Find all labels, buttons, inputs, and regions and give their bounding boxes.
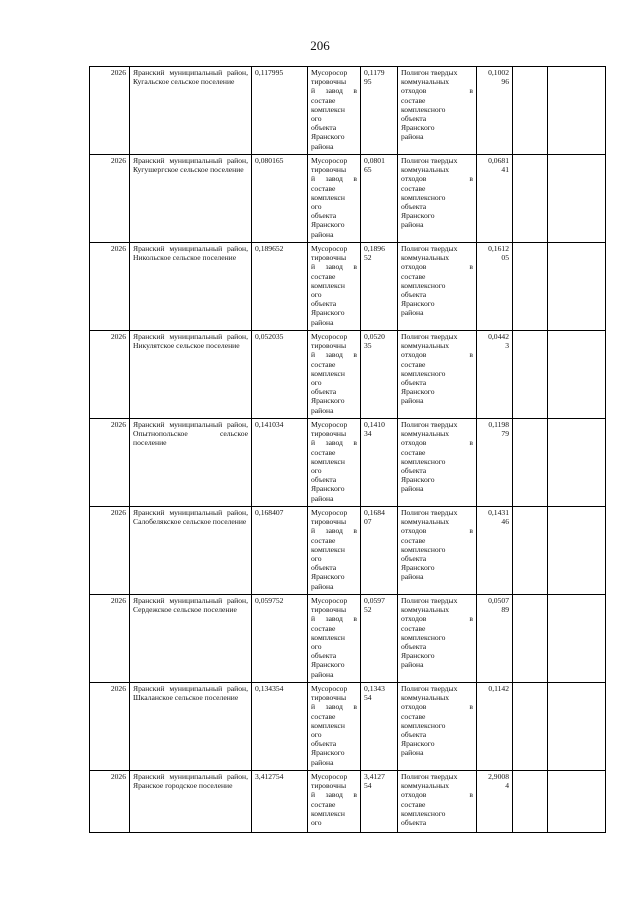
value1-cell: 0,141034 xyxy=(252,419,308,507)
cell-line: комплексного xyxy=(401,544,446,554)
destination-cell xyxy=(398,771,477,833)
empty-cell xyxy=(548,67,606,155)
value3-cell xyxy=(477,771,513,833)
cell-line: объекта xyxy=(401,466,427,476)
empty-cell xyxy=(548,683,606,771)
cell-line: Яранского xyxy=(311,660,345,670)
cell-line: Полигон твердых xyxy=(401,332,458,341)
cell-line: комплексного xyxy=(401,632,446,642)
year-cell: 2026 xyxy=(90,155,130,243)
municipality-cell: Яранский муниципальный район, Кугушергское сельское поселение xyxy=(130,155,252,243)
cell-line: 0,1002 xyxy=(488,68,509,77)
cell-line: й завод в xyxy=(311,350,357,360)
cell-line: отходов в xyxy=(401,702,473,712)
municipality-cell: Яранский муниципальный район, Яранское городское поселение xyxy=(130,771,252,833)
cell-line: отходов в xyxy=(401,526,473,536)
cell-line: района xyxy=(311,757,334,767)
cell-line: Яранского xyxy=(401,563,435,573)
cell-line: тировочны xyxy=(311,781,347,791)
cell-line: Полигон твердых xyxy=(401,244,458,253)
year-cell: 2026 xyxy=(90,771,130,833)
value3-cell xyxy=(477,595,513,683)
cell-line: Мусоросор xyxy=(311,420,348,429)
cell-line: объекта xyxy=(401,114,427,124)
value3-cell xyxy=(477,683,513,771)
cell-line: района xyxy=(401,132,424,142)
cell-line: объекта xyxy=(311,651,337,661)
cell-line: составе xyxy=(401,711,426,721)
cell-line: Мусоросор xyxy=(311,596,348,605)
cell-line: района xyxy=(401,748,424,758)
cell-line: объекта xyxy=(401,378,427,388)
empty-cell xyxy=(548,507,606,595)
value2-cell xyxy=(361,683,398,771)
cell-line: комплексного xyxy=(401,808,446,818)
cell-line: составе xyxy=(401,271,426,281)
empty-cell xyxy=(513,67,548,155)
facility-cell xyxy=(308,507,361,595)
cell-line: коммунальных xyxy=(401,165,450,175)
cell-line: 3,4127 xyxy=(364,772,385,781)
cell-line: отходов в xyxy=(401,790,473,800)
empty-cell xyxy=(513,419,548,507)
empty-cell xyxy=(513,331,548,419)
cell-line: Полигон твердых xyxy=(401,772,458,781)
cell-line: й завод в xyxy=(311,174,357,184)
page-number: 206 xyxy=(310,38,330,53)
cell-line: комплексн xyxy=(311,808,345,818)
cell-line: 0,1343 xyxy=(364,684,385,693)
cell-line: Полигон твердых xyxy=(401,68,458,77)
cell-line: составе xyxy=(311,359,336,369)
cell-line: объекта xyxy=(311,211,337,221)
cell-line: Яранского xyxy=(401,299,435,309)
cell-line: ого xyxy=(311,202,322,212)
cell-line: Яранского xyxy=(401,739,435,749)
cell-line: коммунальных xyxy=(401,77,450,87)
cell-line: района xyxy=(401,572,424,582)
cell-line: объекта xyxy=(401,202,427,212)
cell-line: составе xyxy=(401,359,426,369)
cell-line: объекта xyxy=(311,475,337,485)
cell-line: коммунальных xyxy=(401,781,450,791)
cell-line: ого xyxy=(311,290,322,300)
cell-line: 96 xyxy=(501,77,509,87)
table-row xyxy=(90,331,606,419)
cell-line: 46 xyxy=(501,517,509,527)
cell-line: 4 xyxy=(505,781,509,791)
cell-line: района xyxy=(401,396,424,406)
cell-line: составе xyxy=(311,271,336,281)
cell-line: объекта xyxy=(311,563,337,573)
year-cell: 2026 xyxy=(90,507,130,595)
cell-line: района xyxy=(401,220,424,230)
cell-line: ого xyxy=(311,554,322,564)
cell-line: тировочны xyxy=(311,605,347,615)
cell-line: Яранского xyxy=(311,484,345,494)
cell-line: комплексного xyxy=(401,280,446,290)
cell-line: 0,1142 xyxy=(488,684,509,693)
empty-cell xyxy=(548,419,606,507)
cell-line: 79 xyxy=(501,429,509,439)
year-cell: 2026 xyxy=(90,595,130,683)
value3-cell xyxy=(477,419,513,507)
cell-line: составе xyxy=(311,799,336,809)
cell-line: 0,1410 xyxy=(364,420,385,429)
cell-line: комплексн xyxy=(311,632,345,642)
destination-cell xyxy=(398,155,477,243)
cell-line: отходов в xyxy=(401,86,473,96)
cell-line: отходов в xyxy=(401,262,473,272)
municipality-cell: Яранский муниципальный район, Опытнопольское сельское поселение xyxy=(130,419,252,507)
cell-line: Яранского xyxy=(401,211,435,221)
cell-line: района xyxy=(311,405,334,415)
empty-cell xyxy=(548,155,606,243)
cell-line: тировочны xyxy=(311,341,347,351)
cell-line: Полигон твердых xyxy=(401,420,458,429)
cell-line: комплексн xyxy=(311,192,345,202)
cell-line: коммунальных xyxy=(401,605,450,615)
cell-line: района xyxy=(401,660,424,670)
cell-line: комплексного xyxy=(401,720,446,730)
cell-line: составе xyxy=(311,95,336,105)
cell-line: 0,0442 xyxy=(488,332,509,341)
cell-line: 65 xyxy=(364,165,372,175)
destination-cell xyxy=(398,595,477,683)
cell-line: комплексн xyxy=(311,720,345,730)
cell-line: отходов в xyxy=(401,350,473,360)
cell-line: Яранского xyxy=(401,387,435,397)
year-cell: 2026 xyxy=(90,331,130,419)
cell-line: 07 xyxy=(364,517,372,527)
cell-line: й завод в xyxy=(311,702,357,712)
cell-line: й завод в xyxy=(311,614,357,624)
cell-line: 3 xyxy=(505,341,509,351)
cell-line: Мусоросор xyxy=(311,508,348,517)
cell-line: тировочны xyxy=(311,517,347,527)
cell-line: района xyxy=(311,141,334,151)
cell-line: комплексного xyxy=(401,456,446,466)
cell-line: комплексн xyxy=(311,104,345,114)
empty-cell xyxy=(513,771,548,833)
table-row xyxy=(90,771,606,833)
cell-line: 0,1179 xyxy=(364,68,385,77)
municipality-cell: Яранский муниципальный район, Кугальское сельское поселение xyxy=(130,67,252,155)
waste-flow-table xyxy=(89,66,606,833)
cell-line: Яранского xyxy=(311,220,345,230)
table-body xyxy=(90,67,606,833)
cell-line: 41 xyxy=(501,165,509,175)
empty-cell xyxy=(513,683,548,771)
facility-cell xyxy=(308,771,361,833)
cell-line: района xyxy=(311,581,334,591)
value2-cell xyxy=(361,595,398,683)
empty-cell xyxy=(513,155,548,243)
cell-line: комплексн xyxy=(311,368,345,378)
cell-line: 95 xyxy=(364,77,372,87)
value3-cell xyxy=(477,507,513,595)
value1-cell: 0,134354 xyxy=(252,683,308,771)
empty-cell xyxy=(513,595,548,683)
cell-line: составе xyxy=(311,711,336,721)
value1-cell: 0,059752 xyxy=(252,595,308,683)
facility-cell xyxy=(308,595,361,683)
cell-line: объекта xyxy=(311,299,337,309)
cell-line: отходов в xyxy=(401,174,473,184)
cell-line: объекта xyxy=(401,290,427,300)
cell-line: Яранского xyxy=(311,308,345,318)
facility-cell xyxy=(308,331,361,419)
cell-line: объекта xyxy=(311,123,337,133)
year-cell: 2026 xyxy=(90,67,130,155)
table-row xyxy=(90,419,606,507)
value3-cell xyxy=(477,331,513,419)
cell-line: комплексн xyxy=(311,456,345,466)
cell-line: Мусоросор xyxy=(311,68,348,77)
empty-cell xyxy=(513,243,548,331)
table-row xyxy=(90,67,606,155)
cell-line: Яранского xyxy=(311,748,345,758)
cell-line: составе xyxy=(401,95,426,105)
municipality-cell: Яранский муниципальный район, Шкаланское сельское поселение xyxy=(130,683,252,771)
value3-cell xyxy=(477,155,513,243)
destination-cell xyxy=(398,419,477,507)
cell-line: 0,0520 xyxy=(364,332,385,341)
cell-line: составе xyxy=(401,535,426,545)
cell-line: 05 xyxy=(501,253,509,263)
municipality-cell: Яранский муниципальный район, Сердежское сельское поселение xyxy=(130,595,252,683)
empty-cell xyxy=(513,507,548,595)
cell-line: Мусоросор xyxy=(311,332,348,341)
value2-cell xyxy=(361,155,398,243)
cell-line: й завод в xyxy=(311,438,357,448)
cell-line: ого xyxy=(311,818,322,828)
value2-cell xyxy=(361,243,398,331)
cell-line: составе xyxy=(311,183,336,193)
cell-line: объекта xyxy=(401,642,427,652)
cell-line: Яранского xyxy=(401,651,435,661)
municipality-cell: Яранский муниципальный район, Никулятское сельское поселение xyxy=(130,331,252,419)
cell-line: объекта xyxy=(401,818,427,828)
cell-line: й завод в xyxy=(311,526,357,536)
value1-cell: 0,052035 xyxy=(252,331,308,419)
municipality-cell: Яранский муниципальный район, Никольское сельское поселение xyxy=(130,243,252,331)
municipality-cell: Яранский муниципальный район, Салобелякское сельское поселение xyxy=(130,507,252,595)
cell-line: ого xyxy=(311,642,322,652)
empty-cell xyxy=(548,243,606,331)
cell-line: объекта xyxy=(401,730,427,740)
cell-line: комплексного xyxy=(401,192,446,202)
cell-line: ого xyxy=(311,378,322,388)
value2-cell xyxy=(361,771,398,833)
cell-line: составе xyxy=(401,799,426,809)
value2-cell xyxy=(361,419,398,507)
destination-cell xyxy=(398,243,477,331)
cell-line: 0,1684 xyxy=(364,508,385,517)
value1-cell: 0,189652 xyxy=(252,243,308,331)
value1-cell: 3,412754 xyxy=(252,771,308,833)
cell-line: комплексн xyxy=(311,544,345,554)
cell-line: 35 xyxy=(364,341,372,351)
cell-line: 0,0681 xyxy=(488,156,509,165)
destination-cell xyxy=(398,67,477,155)
cell-line: 52 xyxy=(364,253,372,263)
table-row xyxy=(90,507,606,595)
facility-cell xyxy=(308,243,361,331)
empty-cell xyxy=(548,771,606,833)
value1-cell: 0,117995 xyxy=(252,67,308,155)
cell-line: составе xyxy=(311,447,336,457)
cell-line: тировочны xyxy=(311,693,347,703)
cell-line: 52 xyxy=(364,605,372,615)
cell-line: составе xyxy=(401,183,426,193)
cell-line: района xyxy=(311,669,334,679)
destination-cell xyxy=(398,683,477,771)
facility-cell xyxy=(308,155,361,243)
cell-line: объекта xyxy=(401,554,427,564)
empty-cell xyxy=(548,331,606,419)
cell-line: Мусоросор xyxy=(311,244,348,253)
cell-line: Полигон твердых xyxy=(401,156,458,165)
cell-line: 54 xyxy=(364,781,372,791)
cell-line: составе xyxy=(401,447,426,457)
cell-line: района xyxy=(401,484,424,494)
cell-line: коммунальных xyxy=(401,517,450,527)
empty-cell xyxy=(548,595,606,683)
value3-cell xyxy=(477,67,513,155)
cell-line: 0,1612 xyxy=(488,244,509,253)
facility-cell xyxy=(308,419,361,507)
cell-line: составе xyxy=(401,623,426,633)
table-row xyxy=(90,243,606,331)
cell-line: Яранского xyxy=(311,132,345,142)
cell-line: Яранского xyxy=(401,123,435,133)
cell-line: 0,1431 xyxy=(488,508,509,517)
cell-line: й завод в xyxy=(311,262,357,272)
cell-line: коммунальных xyxy=(401,341,450,351)
cell-line: 0,1896 xyxy=(364,244,385,253)
cell-line: тировочны xyxy=(311,165,347,175)
value1-cell: 0,168407 xyxy=(252,507,308,595)
cell-line: Яранского xyxy=(401,475,435,485)
cell-line: Мусоросор xyxy=(311,772,348,781)
cell-line: 89 xyxy=(501,605,509,615)
cell-line: й завод в xyxy=(311,790,357,800)
cell-line: района xyxy=(311,493,334,503)
cell-line: Мусоросор xyxy=(311,684,348,693)
cell-line: комплексн xyxy=(311,280,345,290)
year-cell: 2026 xyxy=(90,419,130,507)
cell-line: объекта xyxy=(311,387,337,397)
table-row xyxy=(90,155,606,243)
cell-line: ого xyxy=(311,730,322,740)
cell-line: 34 xyxy=(364,429,372,439)
cell-line: Полигон твердых xyxy=(401,508,458,517)
cell-line: отходов в xyxy=(401,438,473,448)
cell-line: района xyxy=(401,308,424,318)
facility-cell xyxy=(308,683,361,771)
cell-line: 54 xyxy=(364,693,372,703)
cell-line: района xyxy=(311,229,334,239)
cell-line: Полигон твердых xyxy=(401,596,458,605)
cell-line: ого xyxy=(311,466,322,476)
value1-cell: 0,080165 xyxy=(252,155,308,243)
cell-line: Полигон твердых xyxy=(401,684,458,693)
cell-line: составе xyxy=(311,623,336,633)
cell-line: комплексного xyxy=(401,104,446,114)
cell-line: тировочны xyxy=(311,253,347,263)
cell-line: коммунальных xyxy=(401,253,450,263)
year-cell: 2026 xyxy=(90,243,130,331)
cell-line: 0,1198 xyxy=(488,420,509,429)
cell-line: 2,9008 xyxy=(488,772,509,781)
cell-line: комплексного xyxy=(401,368,446,378)
cell-line: отходов в xyxy=(401,614,473,624)
cell-line: ого xyxy=(311,114,322,124)
cell-line: тировочны xyxy=(311,429,347,439)
destination-cell xyxy=(398,507,477,595)
value2-cell xyxy=(361,507,398,595)
cell-line: 0,0507 xyxy=(488,596,509,605)
cell-line: объекта xyxy=(311,739,337,749)
cell-line: коммунальных xyxy=(401,693,450,703)
cell-line: тировочны xyxy=(311,77,347,87)
cell-line: й завод в xyxy=(311,86,357,96)
cell-line: коммунальных xyxy=(401,429,450,439)
cell-line: 0,0801 xyxy=(364,156,385,165)
cell-line: составе xyxy=(311,535,336,545)
destination-cell xyxy=(398,331,477,419)
table-row xyxy=(90,683,606,771)
value2-cell xyxy=(361,331,398,419)
cell-line: района xyxy=(311,317,334,327)
year-cell: 2026 xyxy=(90,683,130,771)
cell-line: Яранского xyxy=(311,572,345,582)
cell-line: Мусоросор xyxy=(311,156,348,165)
cell-line: Яранского xyxy=(311,396,345,406)
value2-cell xyxy=(361,67,398,155)
cell-line: 0,0597 xyxy=(364,596,385,605)
facility-cell xyxy=(308,67,361,155)
table-row xyxy=(90,595,606,683)
value3-cell xyxy=(477,243,513,331)
